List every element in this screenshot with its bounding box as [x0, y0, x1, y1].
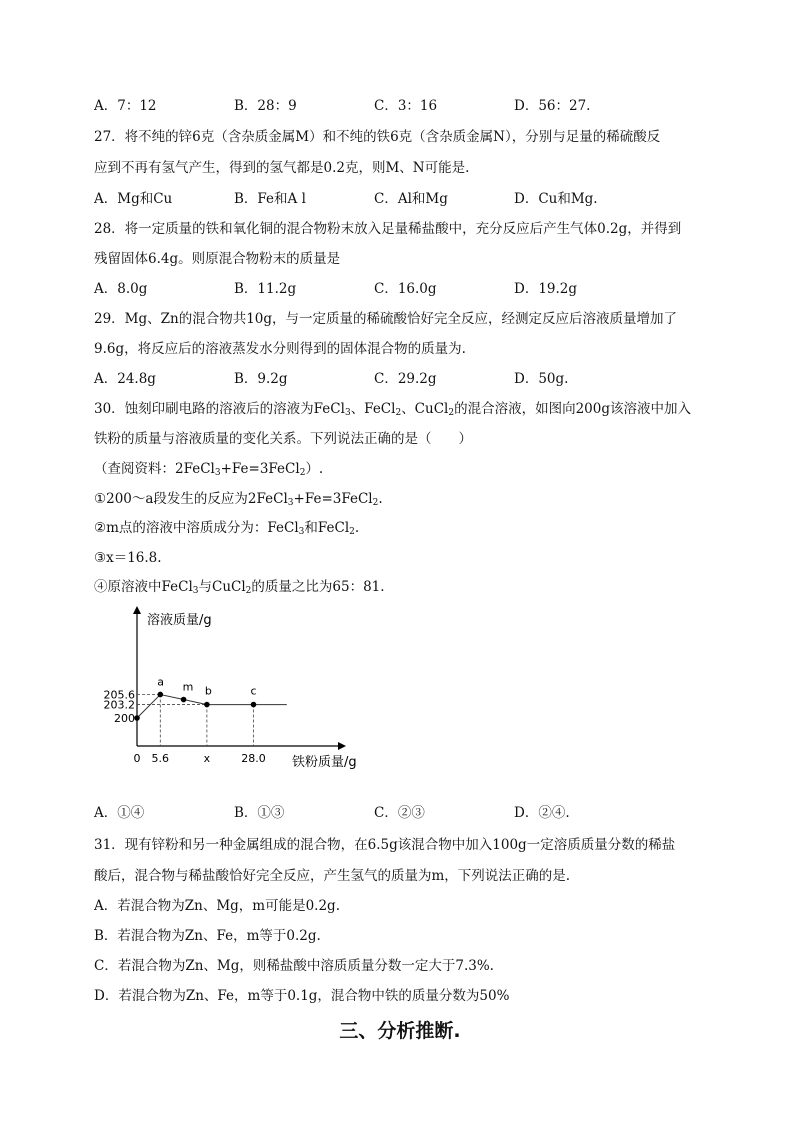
- q31-option-b: B．若混合物为Zn、Fe，m等于0.2g.: [94, 928, 321, 944]
- q30-statement-3: ③x＝16.8.: [94, 550, 162, 566]
- q31-stem-line1: 31．现有锌粉和另一种金属组成的混合物，在6.5g该混合物中加入100g一定溶质质量分数的稀盐: [94, 837, 676, 853]
- q30-text: 、CuCl: [401, 401, 449, 417]
- subscript: 2: [299, 468, 306, 478]
- data-point: [157, 692, 163, 698]
- subscript: 3: [214, 468, 221, 478]
- x-tick-label: 28.0: [241, 752, 266, 765]
- q27-stem-line1: 27．将不纯的锌6克（含杂质金属M）和不纯的铁6克（含杂质金属N），分别与足量的稀硫酸反: [94, 129, 661, 145]
- q31-option-d: D．若混合物为Zn、Fe，m等于0.1g，混合物中铁的质量分数为50%: [94, 988, 510, 1004]
- q28-stem-line1: 28．将一定质量的铁和氧化铜的混合物粉末放入足量稀盐酸中，充分反应后产生气体0.2g，并得到: [94, 221, 682, 237]
- q29-option-a: A．24.8g: [94, 371, 156, 387]
- q29-option-c: C．29.2g: [374, 371, 437, 387]
- q30-statement-2: [94, 518, 359, 542]
- point-label: c: [250, 684, 257, 698]
- q26-option-b: B．28：9: [234, 98, 297, 114]
- q30-option-a: A．①④: [94, 805, 145, 821]
- q29-option-d: D．50g.: [514, 371, 569, 387]
- q30-stem-line2: 铁粉的质量与溶液质量的变化关系。下列说法正确的是（ ）: [94, 431, 472, 447]
- data-point: [251, 702, 257, 708]
- data-point: [134, 715, 140, 721]
- q29-stem-line1: 29．Mg、Zn的混合物共10g，与一定质量的稀硫酸恰好完全反应，经测定反应后溶液质量增加了: [94, 311, 678, 327]
- y-axis-label: 溶液质量/g: [147, 613, 212, 628]
- q31-stem-line2: 酸后，混合物与稀盐酸恰好完全反应，产生氢气的质量为m，下列说法正确的是.: [94, 868, 571, 884]
- q28-option-b: B．11.2g: [234, 281, 297, 297]
- q27-option-d: D．Cu和Mg.: [514, 191, 598, 207]
- q30-chart: [103, 600, 380, 780]
- q27-stem-line2: 应到不再有氢气产生，得到的氢气都是0.2克，则M、N可能是.: [94, 160, 470, 176]
- q30-option-b: B．①③: [234, 805, 285, 821]
- x-axis-label: 铁粉质量/g: [292, 755, 357, 770]
- q31-option-a: A．若混合物为Zn、Mg，m可能是0.2g.: [94, 898, 340, 914]
- q30-text: 和FeCl: [304, 520, 350, 536]
- q30-text: 的质量之比为65：81.: [251, 579, 385, 595]
- q31-option-c: C．若混合物为Zn、Mg，则稀盐酸中溶质质量分数一定大于7.3%.: [94, 958, 494, 974]
- q26-option-a: A．7：12: [94, 98, 157, 114]
- point-label: b: [204, 684, 212, 698]
- y-tick-label: 203.2: [103, 698, 135, 712]
- q30-option-d: D．②④.: [514, 805, 570, 821]
- x-tick-label: 5.6: [151, 752, 170, 765]
- x-axis-arrow: [338, 742, 346, 750]
- subscript: 2: [245, 586, 252, 596]
- subscript: 3: [192, 586, 199, 596]
- q27-option-b: B．Fe和A l: [234, 191, 306, 207]
- q27-option-c: C．Al和Mg: [374, 191, 448, 207]
- point-label: m: [182, 680, 194, 694]
- y-tick-label: 205.6: [103, 688, 135, 702]
- q30-text: 、FeCl: [350, 401, 396, 417]
- q28-stem-line2: 残留固体6.4g。则原混合物粉末的质量是: [94, 251, 341, 267]
- data-point: [204, 702, 210, 708]
- subscript: 3: [344, 408, 351, 418]
- q30-statement-4: [94, 577, 385, 601]
- subscript: 2: [372, 498, 379, 508]
- q30-text: +Fe=3FeCl: [220, 461, 300, 477]
- y-axis-arrow: [133, 606, 141, 614]
- q26-option-d: D．56：27.: [514, 98, 591, 114]
- q29-option-b: B．9.2g: [234, 371, 288, 387]
- q28-option-c: C．16.0g: [374, 281, 437, 297]
- x-tick-label: 0: [133, 752, 141, 765]
- q30-text: ①200～a段发生的反应为2FeCl: [94, 491, 288, 507]
- q30-text: 与CuCl: [198, 579, 246, 595]
- subscript: 3: [287, 498, 294, 508]
- q30-text: .: [354, 520, 360, 536]
- subscript: 2: [395, 408, 402, 418]
- series-line: [137, 695, 287, 719]
- q30-text: 的混合溶液，如图向200g该溶液中加入: [454, 401, 692, 417]
- point-label: a: [157, 675, 165, 689]
- q30-stem-line1: [94, 399, 691, 423]
- q30-statement-1: [94, 489, 383, 513]
- subscript: 2: [349, 527, 355, 537]
- subscript: 3: [298, 527, 305, 537]
- q28-option-d: D．19.2g: [514, 281, 578, 297]
- data-point: [181, 697, 187, 703]
- q28-option-a: A．8.0g: [94, 281, 148, 297]
- q27-option-a: A．Mg和Cu: [94, 191, 173, 207]
- q26-option-c: C．3：16: [374, 98, 438, 114]
- q30-text: （查阅资料：2FeCl: [94, 461, 215, 477]
- q30-text: ②m点的溶液中溶质成分为：FeCl: [94, 520, 299, 536]
- subscript: 2: [448, 408, 455, 418]
- q30-text: +Fe=3FeCl: [293, 491, 373, 507]
- q29-stem-line2: 9.6g，将反应后的溶液蒸发水分则得到的固体混合物的质量为.: [94, 341, 466, 357]
- section-heading: 三、分析推断.: [339, 1020, 461, 1042]
- q30-text: ）.: [305, 461, 324, 477]
- q30-text: ④原溶液中FeCl: [94, 579, 193, 595]
- q30-reference: [94, 459, 323, 483]
- y-tick-label: 200: [114, 712, 135, 725]
- q30-option-c: C．②③: [374, 805, 425, 821]
- q30-text: .: [378, 491, 383, 507]
- q30-text: 30．蚀刻印刷电路的溶液后的溶液为FeCl: [94, 401, 345, 417]
- x-tick-label: x: [203, 752, 211, 765]
